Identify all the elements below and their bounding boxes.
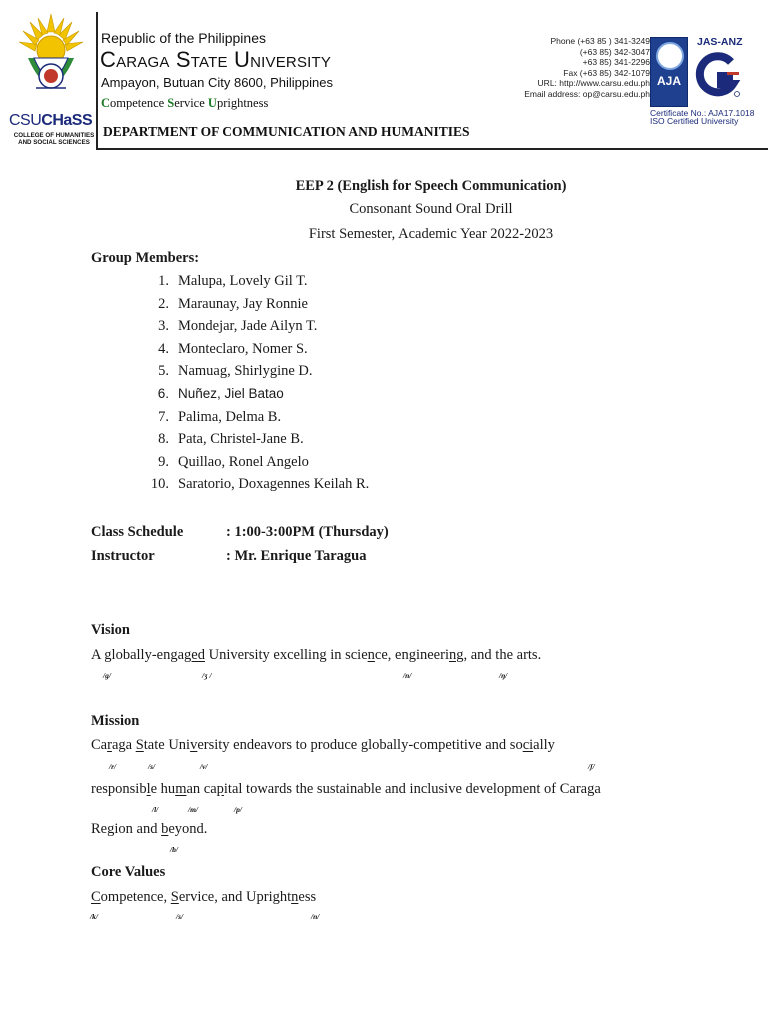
aja-registrars-logo [650, 37, 688, 107]
activity-title: Consonant Sound Oral Drill [349, 201, 513, 217]
jas-anz-logo-icon [693, 50, 741, 100]
phoneme-label: /p/ [234, 805, 242, 814]
list-item: 8. Pata, Christel-Jane B. [158, 431, 304, 448]
semester-label: First Semester, Academic Year 2022-2023 [308, 226, 554, 242]
logo-college-name: COLLEGE OF HUMANITIES AND SOCIAL SCIENCES [13, 132, 95, 146]
contact-info [524, 36, 650, 100]
core-values-text: Competence, Service, and Uprightness [91, 889, 317, 905]
phoneme-label: /k/ [90, 912, 98, 921]
instructor-label: Instructor [91, 548, 155, 564]
list-item: 2. Maraunay, Jay Ronnie [158, 295, 308, 312]
university-name: Caraga State University [100, 47, 332, 72]
logo-wordmark: CSUCHaSS [9, 112, 93, 129]
group-members-heading: Group Members: [91, 250, 200, 266]
mission-text-line-3: Region and beyond. [91, 821, 208, 837]
phoneme-label: /b/ [170, 845, 178, 854]
phoneme-label: /g/ [103, 671, 111, 680]
course-title: EEP 2 (English for Speech Communication) [295, 178, 567, 194]
contact-line: +63 85) 341-2296 [582, 57, 650, 68]
phoneme-label: /m/ [188, 805, 199, 814]
contact-line: URL: http://www.carsu.edu.ph [537, 78, 650, 89]
core-values-heading: Core Values [91, 864, 166, 880]
mission-text-line-2: responsible human capital towards the sustainable and inclusive development of Caraga [91, 781, 601, 797]
class-schedule-value: : 1:00-3:00PM (Thursday) [226, 524, 389, 540]
iso-certified-label: ISO Certified University [650, 116, 739, 126]
list-item: 3. Mondejar, Jade Ailyn T. [158, 318, 318, 335]
phoneme-label: /v/ [200, 762, 208, 771]
contact-line: Email address: op@carsu.edu.ph [524, 88, 650, 99]
contact-line: (+63 85) 342-3047 [579, 46, 650, 57]
contact-line: Fax (+63 85) 342-1079 [563, 67, 650, 78]
phoneme-label: /ʒ / [202, 671, 212, 680]
phoneme-label: /n/ [403, 671, 412, 680]
university-address: Ampayon, Butuan City 8600, Philippines [101, 75, 333, 90]
list-item: 7. Palima, Delma B. [158, 408, 282, 425]
csu-sun-seal-icon [16, 10, 86, 110]
jas-anz-label: JAS-ANZ [697, 36, 743, 48]
certificate-number: Certificate No.: AJA17.1018 [650, 108, 755, 118]
letterhead-divider [96, 148, 768, 150]
list-item: 6. Nuñez, Jiel Batao [157, 385, 284, 401]
instructor-value: : Mr. Enrique Taragua [226, 548, 367, 564]
list-item: 5. Namuag, Shirlygine D. [158, 363, 313, 380]
university-motto: Competence Service Uprightness [101, 96, 269, 110]
vision-text: A globally-engaged University excelling in science, engineering, and the arts. [91, 647, 542, 663]
list-item: 1. Malupa, Lovely Gil T. [158, 273, 308, 289]
phoneme-label: /s/ [176, 912, 184, 921]
mission-text-line-1: Caraga State University endeavors to produce globally-competitive and socially [91, 737, 555, 753]
phoneme-label: /ŋ/ [499, 671, 508, 680]
globe-icon [656, 42, 684, 70]
phoneme-label: /l/ [152, 805, 159, 814]
class-schedule-label: Class Schedule [91, 524, 184, 540]
vision-heading: Vision [91, 622, 130, 638]
mission-heading: Mission [91, 713, 140, 729]
member-list [130, 272, 369, 498]
phoneme-label: /r/ [109, 762, 117, 771]
republic-label: Republic of the Philippines [101, 30, 266, 46]
letterhead-divider-vertical [96, 12, 98, 148]
college-logo [6, 6, 94, 148]
aja-label: AJA [656, 74, 681, 88]
list-item: 4. Monteclaro, Nomer S. [158, 340, 308, 357]
department-name: DEPARTMENT OF COMMUNICATION AND HUMANITIES [103, 124, 470, 139]
contact-line: Phone (+63 85 ) 341-3249 [550, 36, 650, 46]
phoneme-label: /n/ [311, 912, 320, 921]
phoneme-label: /s/ [148, 762, 156, 771]
phoneme-label: /ʃ/ [588, 762, 595, 771]
list-item: 10. Saratorio, Doxagennes Keilah R. [150, 476, 370, 493]
list-item: 9. Quillao, Ronel Angelo [158, 453, 309, 470]
